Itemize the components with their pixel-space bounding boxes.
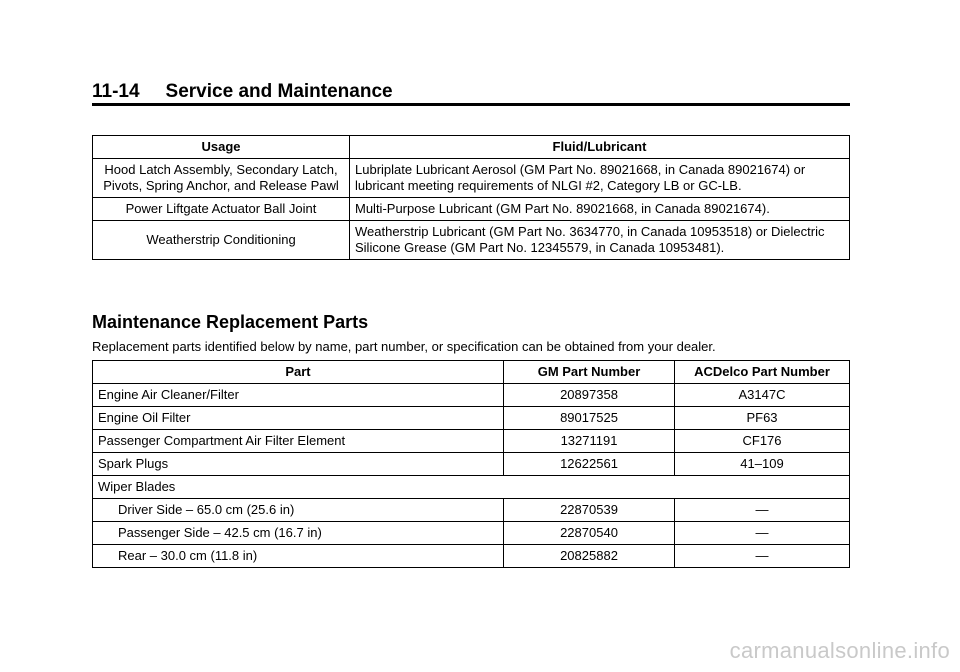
part-group-heading: Wiper Blades — [93, 476, 850, 499]
table-header-row — [93, 361, 850, 384]
table-row — [93, 221, 850, 260]
column-header-part: Part — [93, 361, 504, 384]
table-row — [93, 430, 850, 453]
part-name-cell: Engine Oil Filter — [93, 407, 504, 430]
section-heading: Service and Maintenance — [165, 81, 393, 102]
usage-cell: Weatherstrip Conditioning — [93, 221, 350, 260]
gm-part-number-cell: 22870540 — [504, 522, 675, 545]
acdelco-part-number-cell: CF176 — [675, 430, 850, 453]
gm-part-number-cell: 20897358 — [504, 384, 675, 407]
part-name-cell: Engine Air Cleaner/Filter — [93, 384, 504, 407]
table-row — [93, 407, 850, 430]
table-row — [93, 384, 850, 407]
column-header-gm-part-number: GM Part Number — [504, 361, 675, 384]
usage-cell: Hood Latch Assembly, Secondary Latch, Pivots, Spring Anchor, and Release Pawl — [93, 159, 350, 198]
column-header-fluid: Fluid/Lubricant — [350, 136, 850, 159]
gm-part-number-cell: 22870539 — [504, 499, 675, 522]
part-name-cell: Passenger Compartment Air Filter Element — [93, 430, 504, 453]
fluid-cell: Lubriplate Lubricant Aerosol (GM Part No. 89021668, in Canada 89021674) or lubricant meeting requirements of NLGI #2, Category LB or GC-LB. — [350, 159, 850, 198]
watermark: carmanualsonline.info — [729, 638, 950, 663]
acdelco-part-number-cell: — — [675, 499, 850, 522]
table-row — [93, 159, 850, 198]
gm-part-number-cell: 13271191 — [504, 430, 675, 453]
table-row — [93, 453, 850, 476]
part-name-cell: Rear – 30.0 cm (11.8 in) — [93, 545, 504, 568]
table-row — [93, 499, 850, 522]
section-title: Maintenance Replacement Parts — [92, 312, 369, 332]
acdelco-part-number-cell: 41–109 — [675, 453, 850, 476]
usage-cell: Power Liftgate Actuator Ball Joint — [93, 198, 350, 221]
part-name-cell: Spark Plugs — [93, 453, 504, 476]
acdelco-part-number-cell: A3147C — [675, 384, 850, 407]
header-rule — [92, 103, 850, 106]
table-row-group-heading — [93, 476, 850, 499]
part-name-cell: Passenger Side – 42.5 cm (16.7 in) — [93, 522, 504, 545]
gm-part-number-cell: 20825882 — [504, 545, 675, 568]
table-row — [93, 522, 850, 545]
fluid-cell: Multi-Purpose Lubricant (GM Part No. 89021668, in Canada 89021674). — [350, 198, 850, 221]
acdelco-part-number-cell: — — [675, 545, 850, 568]
fluids-lubricants-table — [92, 135, 850, 260]
replacement-parts-table — [92, 360, 850, 568]
column-header-acdelco-part-number: ACDelco Part Number — [675, 361, 850, 384]
section-intro: Replacement parts identified below by name, part number, or specification can be obtained from your dealer. — [92, 339, 716, 354]
page-number: 11-14 — [92, 81, 140, 102]
fluid-cell: Weatherstrip Lubricant (GM Part No. 3634770, in Canada 10953518) or Dielectric Silicone Grease (GM Part No. 12345579, in Canada 10953481). — [350, 221, 850, 260]
acdelco-part-number-cell: — — [675, 522, 850, 545]
part-name-cell: Driver Side – 65.0 cm (25.6 in) — [93, 499, 504, 522]
table-row — [93, 545, 850, 568]
acdelco-part-number-cell: PF63 — [675, 407, 850, 430]
column-header-usage: Usage — [93, 136, 350, 159]
page-header — [92, 80, 850, 104]
gm-part-number-cell: 12622561 — [504, 453, 675, 476]
table-row — [93, 198, 850, 221]
gm-part-number-cell: 89017525 — [504, 407, 675, 430]
table-header-row — [93, 136, 850, 159]
